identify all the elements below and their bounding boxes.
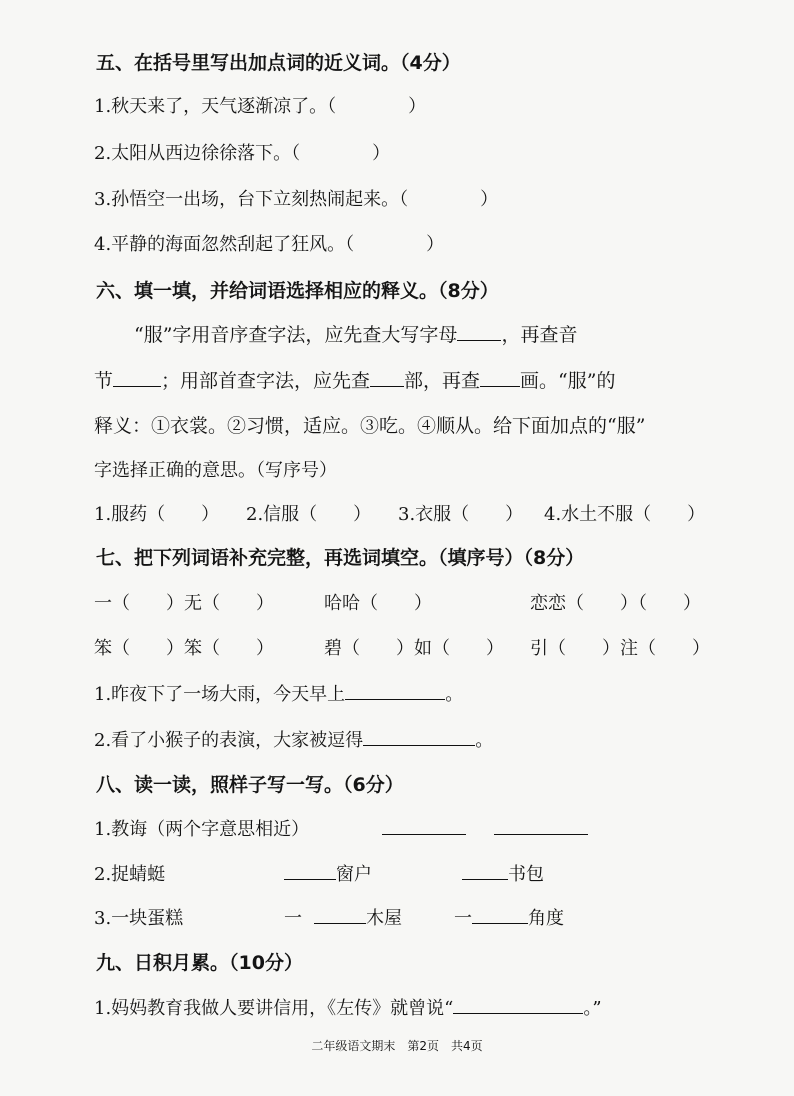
s5-item-3: 3.孙悟空一出场，台下立刻热闹起来。（ ） bbox=[94, 189, 499, 210]
s7-row2-col1: 笨（ ）笨（ ） bbox=[94, 638, 274, 659]
s8-i3b: 角度 bbox=[528, 908, 564, 929]
page-footer: 二年级语文期末 第2页 共4页 bbox=[311, 1039, 483, 1053]
s7-q2-text: 2.看了小猴子的表演，大家被逗得 bbox=[94, 730, 364, 751]
s5-item-2: 2.太阳从西边徐徐落下。（ ） bbox=[94, 143, 391, 164]
s8-item-1 bbox=[94, 815, 794, 841]
section-6-title: 六、填一填，并给词语选择相应的释义。（8分） bbox=[96, 280, 499, 302]
blank-syllable[interactable] bbox=[113, 385, 161, 387]
s7-q1-blank[interactable] bbox=[345, 698, 445, 700]
s6-p1a: “服”字用音序查字法，应先查大写字母 bbox=[134, 324, 458, 346]
s8-i3-blank-2[interactable] bbox=[472, 922, 528, 924]
s8-item-3 bbox=[94, 904, 794, 930]
s8-i3-pre2: 一 bbox=[454, 908, 472, 929]
s8-i1-text: 1.教诲（两个字意思相近） bbox=[94, 819, 310, 840]
s6-opt-3: 3.衣服（ ） bbox=[398, 504, 524, 525]
s6-opt-2: 2.信服（ ） bbox=[246, 504, 372, 525]
blank-letter[interactable] bbox=[457, 339, 501, 341]
s8-i2a: 窗户 bbox=[336, 864, 372, 885]
section-5-title: 五、在括号里写出加点词的近义词。（4分） bbox=[96, 52, 461, 74]
s7-row1-col1: 一（ ）无（ ） bbox=[94, 593, 274, 614]
s8-i2-text: 2.捉蜻蜓 bbox=[94, 864, 166, 885]
s7-q1 bbox=[94, 680, 794, 706]
s6-p2b: ；用部首查字法，应先查 bbox=[161, 370, 371, 392]
s7-q2-blank[interactable] bbox=[363, 744, 475, 746]
s5-item-1: 1.秋天来了，天气逐渐凉了。（ ） bbox=[94, 96, 427, 117]
s9-q1-text: 1.妈妈教育我做人要讲信用，《左传》就曾说“ bbox=[94, 998, 454, 1019]
s6-opt-1: 1.服药（ ） bbox=[94, 504, 220, 525]
s6-opt-4: 4.水土不服（ ） bbox=[544, 504, 706, 525]
section-8-title: 八、读一读，照样子写一写。（6分） bbox=[96, 774, 404, 796]
s6-para-line-2 bbox=[94, 366, 794, 393]
s6-para-line-4: 字选择正确的意思。（写序号） bbox=[94, 460, 337, 481]
section-9-title: 九、日积月累。（10分） bbox=[96, 952, 303, 974]
s9-q1 bbox=[94, 994, 794, 1020]
s7-q1-end: 。 bbox=[445, 684, 464, 705]
s6-p2c: 部，再查 bbox=[404, 370, 481, 392]
s7-q2-end: 。 bbox=[475, 730, 494, 751]
s5-item-4: 4.平静的海面忽然刮起了狂风。（ ） bbox=[94, 234, 445, 255]
s8-i1-blank-2[interactable] bbox=[494, 833, 588, 835]
s8-i1-blank-1[interactable] bbox=[382, 833, 466, 835]
section-7-title: 七、把下列词语补充完整，再选词填空。（填序号）（8分） bbox=[96, 547, 585, 569]
s7-row1-col3: 恋恋（ ）（ ） bbox=[530, 593, 701, 614]
s8-i2b: 书包 bbox=[508, 864, 544, 885]
s8-i2-blank-1[interactable] bbox=[284, 878, 336, 880]
s6-options bbox=[94, 500, 794, 526]
s6-para-line-1 bbox=[134, 320, 794, 347]
s8-item-2 bbox=[94, 860, 794, 886]
s8-i3a: 木屋 bbox=[366, 908, 402, 929]
s8-i2-blank-2[interactable] bbox=[462, 878, 508, 880]
s8-i3-blank-1[interactable] bbox=[314, 922, 366, 924]
s6-p2d: 画。“服”的 bbox=[520, 370, 616, 392]
s6-p2a: 节 bbox=[94, 370, 114, 392]
s6-para-line-3: 释义：①衣裳。②习惯，适应。③吃。④顺从。给下面加点的“服” bbox=[94, 415, 646, 437]
blank-strokes[interactable] bbox=[480, 385, 520, 387]
s7-row1-col2: 哈哈（ ） bbox=[324, 593, 432, 614]
s7-q2 bbox=[94, 726, 794, 752]
s8-i3-text: 3.一块蛋糕 bbox=[94, 908, 184, 929]
s7-q1-text: 1.昨夜下了一场大雨，今天早上 bbox=[94, 684, 346, 705]
s7-row2-col2: 碧（ ）如（ ） bbox=[324, 638, 504, 659]
blank-radical[interactable] bbox=[370, 385, 404, 387]
s8-i3-pre1: 一 bbox=[284, 908, 302, 929]
s7-row2-col3: 引（ ）注（ ） bbox=[530, 638, 710, 659]
s9-q1-end: 。” bbox=[583, 998, 602, 1019]
s6-p1b: ，再查音 bbox=[501, 324, 578, 346]
s9-q1-blank[interactable] bbox=[453, 1012, 583, 1014]
